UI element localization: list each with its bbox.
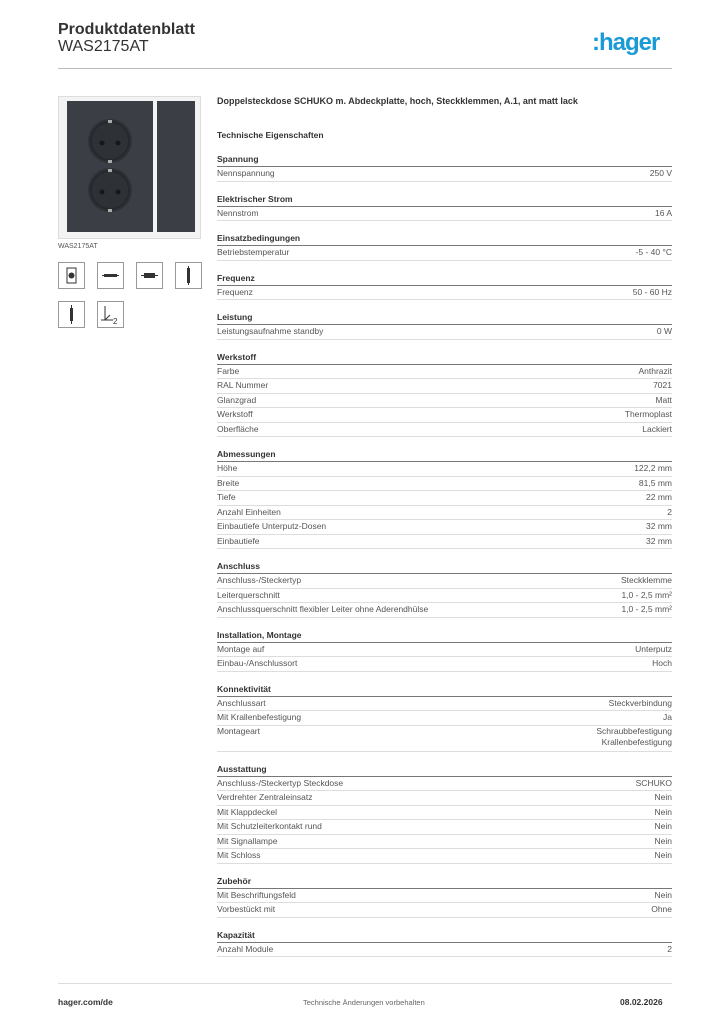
spec-value: -5 - 40 °C xyxy=(635,247,672,257)
spec-label: Höhe xyxy=(217,463,238,473)
spec-value: Unterputz xyxy=(635,643,672,654)
spec-label: Farbe xyxy=(217,365,240,376)
spec-row xyxy=(217,535,672,550)
spec-label: Breite xyxy=(217,477,240,488)
spec-row xyxy=(217,423,672,438)
product-description: Doppelsteckdose SCHUKO m. Abdeckplatte, hoch, Steckklemmen, A.1, ant matt lack xyxy=(217,96,578,106)
product-code: WAS2175AT xyxy=(58,38,149,55)
spec-row xyxy=(217,408,672,423)
spec-label: Einbautiefe Unterputz-Dosen xyxy=(217,521,327,531)
spec-row xyxy=(217,477,672,492)
spec-label: Leiterquerschnitt xyxy=(217,589,280,600)
spec-row xyxy=(217,491,672,506)
image-caption: WAS2175AT xyxy=(58,243,98,250)
spec-row xyxy=(217,589,672,604)
spec-value: 0 W xyxy=(656,326,672,336)
spec-row xyxy=(217,643,672,658)
spec-value: 250 V xyxy=(649,168,672,178)
spec-label: Werkstoff xyxy=(217,409,253,419)
spec-row xyxy=(217,943,672,958)
spec-label: Anschlussart xyxy=(217,697,266,708)
spec-label: Montageart xyxy=(217,725,260,736)
svg-text::hager: :hager xyxy=(592,29,660,56)
spec-value: 7021 xyxy=(653,380,672,390)
dimension-badge: 2 xyxy=(113,317,118,326)
spec-value: Nein xyxy=(654,821,672,831)
spec-row xyxy=(217,167,672,182)
page-title: Produktdatenblatt xyxy=(58,21,195,38)
spec-value: Ja xyxy=(663,712,672,722)
spec-row xyxy=(217,903,672,918)
spec-label: Mit Beschriftungsfeld xyxy=(217,889,296,900)
spec-row xyxy=(217,394,672,409)
spec-label: RAL Nummer xyxy=(217,380,269,390)
section-title: Leistung xyxy=(217,312,672,325)
spec-label: Nennstrom xyxy=(217,207,259,218)
tech-heading: Technische Eigenschaften xyxy=(217,130,324,140)
spec-value: 22 mm xyxy=(646,492,672,502)
spec-section xyxy=(217,233,672,261)
spec-value: Schraubbefestigung Krallenbefestigung xyxy=(596,725,672,747)
spec-value: Ohne xyxy=(651,904,672,914)
spec-section xyxy=(217,561,672,618)
spec-value: SCHUKO xyxy=(635,777,672,788)
spec-section xyxy=(217,684,672,752)
footer-divider xyxy=(58,983,672,984)
spec-label: Mit Signallampe xyxy=(217,835,278,846)
spec-value: Thermoplast xyxy=(624,409,672,419)
spec-row xyxy=(217,849,672,864)
spec-value: 122,2 mm xyxy=(634,463,672,473)
spec-row xyxy=(217,835,672,850)
spec-row xyxy=(217,711,672,726)
spec-label: Vorbestückt mit xyxy=(217,904,276,914)
spec-label: Mit Krallenbefestigung xyxy=(217,712,302,722)
spec-section xyxy=(217,930,672,958)
spec-value: 50 - 60 Hz xyxy=(632,286,672,297)
spec-row xyxy=(217,325,672,340)
spec-row xyxy=(217,574,672,589)
spec-label: Anschlussquerschnitt flexibler Leiter ohne Aderendhülse xyxy=(217,604,429,614)
spec-section xyxy=(217,876,672,918)
spec-label: Nennspannung xyxy=(217,168,275,178)
spec-row xyxy=(217,726,672,752)
spec-sheet xyxy=(217,96,672,957)
spec-section xyxy=(217,312,672,340)
spec-row xyxy=(217,806,672,821)
spec-label: Einbautiefe xyxy=(217,535,260,546)
section-title: Anschluss xyxy=(217,561,672,574)
spec-row xyxy=(217,379,672,394)
section-title: Abmessungen xyxy=(217,449,672,462)
spec-row xyxy=(217,777,672,792)
spec-value: Nein xyxy=(654,889,672,900)
section-title: Werkstoff xyxy=(217,352,672,365)
product-image xyxy=(58,96,201,239)
spec-row xyxy=(217,603,672,618)
spec-value: 2 xyxy=(667,506,672,517)
spec-value: Steckklemme xyxy=(620,575,672,585)
footer-date: 08.02.2026 xyxy=(620,997,663,1007)
spec-value: Anthrazit xyxy=(638,365,672,376)
spec-label: Montage auf xyxy=(217,643,265,654)
dimension-icon[interactable] xyxy=(97,301,124,328)
spec-value: Nein xyxy=(654,806,672,817)
spec-row xyxy=(217,506,672,521)
spec-label: Frequenz xyxy=(217,286,253,297)
spec-label: Glanzgrad xyxy=(217,394,257,405)
spec-section xyxy=(217,764,672,864)
spec-row xyxy=(217,246,672,261)
spec-section xyxy=(217,630,672,672)
footer-disclaimer: Technische Änderungen vorbehalten xyxy=(303,998,425,1007)
spec-row xyxy=(217,207,672,222)
section-title: Einsatzbedingungen xyxy=(217,233,672,246)
spec-value: Lackiert xyxy=(642,423,672,434)
spec-section xyxy=(217,352,672,438)
product-icon[interactable] xyxy=(58,262,85,289)
spec-row xyxy=(217,791,672,806)
spec-section xyxy=(217,273,672,301)
spec-value: Steckverbindung xyxy=(608,697,672,708)
section-title: Ausstattung xyxy=(217,764,672,777)
spec-label: Verdrehter Zentraleinsatz xyxy=(217,792,313,802)
header-divider xyxy=(58,68,672,69)
spec-row xyxy=(217,520,672,535)
spec-value: Nein xyxy=(654,792,672,802)
spec-sections xyxy=(217,154,672,957)
spec-label: Anschluss-/Steckertyp Steckdose xyxy=(217,777,344,788)
spec-label: Mit Schloss xyxy=(217,850,261,860)
section-title: Zubehör xyxy=(217,876,672,889)
section-title: Konnektivität xyxy=(217,684,672,697)
spec-label: Oberfläche xyxy=(217,423,259,434)
spec-value: Hoch xyxy=(652,658,672,668)
spec-row xyxy=(217,889,672,904)
spec-label: Anschluss-/Steckertyp xyxy=(217,575,302,585)
spec-value: 16 A xyxy=(654,207,672,218)
spec-label: Leistungsaufnahme standby xyxy=(217,326,324,336)
spec-row xyxy=(217,697,672,712)
spec-value: Nein xyxy=(654,850,672,860)
spec-value: 2 xyxy=(667,943,672,954)
spec-row xyxy=(217,286,672,301)
spec-row xyxy=(217,820,672,835)
spec-label: Anzahl Module xyxy=(217,943,274,954)
spec-section xyxy=(217,449,672,549)
spec-label: Anzahl Einheiten xyxy=(217,506,281,517)
spec-value: Matt xyxy=(655,394,672,405)
spec-value: 32 mm xyxy=(646,521,672,531)
section-title: Elektrischer Strom xyxy=(217,194,672,207)
mounting-icon[interactable] xyxy=(97,262,124,289)
spec-label: Einbau-/Anschlussort xyxy=(217,658,298,668)
spec-value: Nein xyxy=(654,835,672,846)
hager-logo xyxy=(592,28,674,56)
spec-row xyxy=(217,462,672,477)
spec-row xyxy=(217,657,672,672)
side-icon[interactable] xyxy=(175,262,202,289)
spec-label: Betriebstemperatur xyxy=(217,247,290,257)
spec-label: Tiefe xyxy=(217,492,236,502)
spec-section xyxy=(217,154,672,182)
section-icon[interactable] xyxy=(58,301,85,328)
spec-value: 1,0 - 2,5 mm² xyxy=(621,604,672,614)
spec-value: 32 mm xyxy=(646,535,672,546)
spec-value: 1,0 - 2,5 mm² xyxy=(621,589,672,600)
spec-label: Mit Klappdeckel xyxy=(217,806,278,817)
footer-website[interactable]: hager.com/de xyxy=(58,997,113,1007)
section-title: Kapazität xyxy=(217,930,672,943)
section-title: Frequenz xyxy=(217,273,672,286)
spec-label: Mit Schutzleiterkontakt rund xyxy=(217,821,322,831)
section-title: Installation, Montage xyxy=(217,630,672,643)
spec-section xyxy=(217,194,672,222)
spec-value: 81,5 mm xyxy=(638,477,672,488)
spec-row xyxy=(217,365,672,380)
terminal-icon[interactable] xyxy=(136,262,163,289)
section-title: Spannung xyxy=(217,154,672,167)
